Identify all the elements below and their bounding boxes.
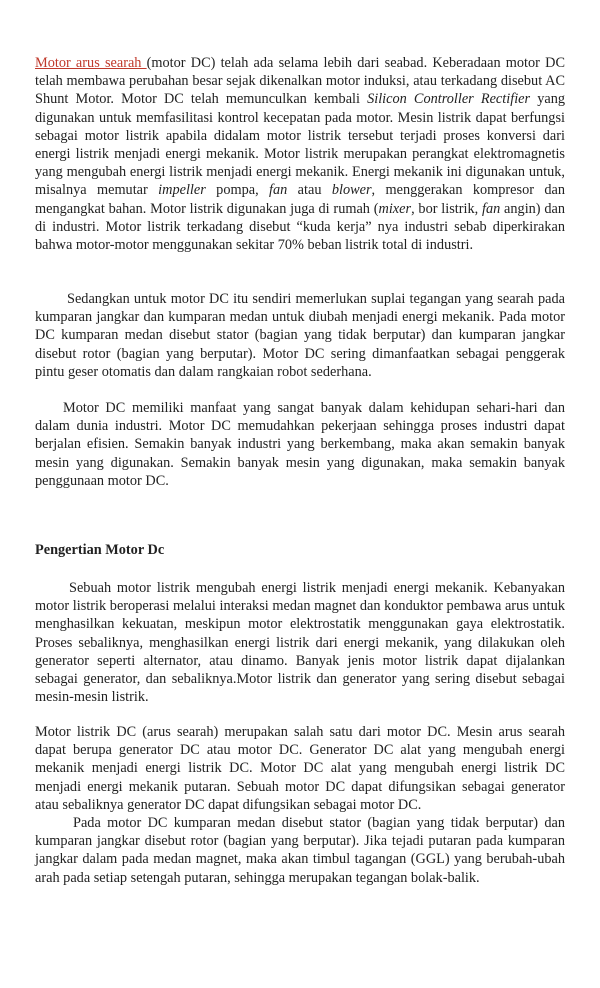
italic-term: fan <box>269 182 288 199</box>
italic-term: mixer <box>378 200 412 217</box>
intro-paragraph-2: Sedangkan untuk motor DC itu sendiri memerlukan suplai tegangan yang searah pada kumparan jangkar dan kumparan medan untuk diubah menjadi energi mekanik. Pada motor DC kumparan medan disebut stator (bagian yang tidak berputar) dan kumparan jangkar disebut rotor (bagian yang berputar). Motor DC sering dimanfaatkan sebagai penggerak pintu geser otomatis dan dalam rangkaian robot sederhana. <box>35 291 565 380</box>
motor-arus-searah-link[interactable]: Motor arus searah <box>35 55 147 71</box>
section-heading: Pengertian Motor Dc <box>35 542 165 558</box>
intro-paragraph-1 <box>35 54 565 254</box>
section-paragraph-3: Pada motor DC kumparan medan disebut stator (bagian yang tidak berputar) dan kumparan jangkar disebut rotor (bagian yang berputar). Jika tejadi putaran pada kumparan jangkar dalam pada medan magnet, maka akan timbul tagangan (GGL) yang berubah-ubah arah pada setiap setengah putaran, sehingga merupakan tegangan bolak-balik. <box>35 815 565 886</box>
italic-term: Silicon Controller Rectifier <box>367 91 531 108</box>
intro-paragraph-3: Motor DC memiliki manfaat yang sangat banyak dalam kehidupan sehari-hari dan dalam dunia industri. Motor DC memudahkan pekerjaan sehingga proses industri dapat berjalan efisien. Semakin banyak industri yang berkembang, maka akan semakin banyak mesin yang digunakan. Semakin banyak mesin yang digunakan, maka semakin banyak penggunaan motor DC. <box>35 400 565 489</box>
text-run: yang digunakan untuk memfasilitasi kontrol kecepatan pada motor. Mesin listrik dapat berfungsi sebagai motor listrik apabila didalam motor listrik tersebut terjadi proses konversi dari energi listrik menjadi energi mekanik. Motor listrik merupakan perangkat elektromagnetis yang mengubah energi listrik menjadi energi mekanik. Energi mekanik ini digunakan untuk, misalnya memutar <box>35 91 565 199</box>
text-run: angin) dan di industri. Motor listrik terkadang disebut “kuda kerja” nya industri sebab diperkirakan bahwa motor-motor menggunakan sekitar 70% beban listrik total di industri. <box>35 200 565 254</box>
section-paragraph-1: Sebuah motor listrik mengubah energi listrik menjadi energi mekanik. Kebanyakan motor listrik beroperasi melalui interaksi medan magnet dan konduktor pembawa arus untuk menghasilkan kekuatan, meskipun motor elektrostatik menggunakan gaya elektrostatik. Proses sebaliknya, menghasilkan energi listrik dari energi mekanik, yang dilakukan oleh generator seperti alternator, atau dinamo. Banyak jenis motor listrik dapat dijalankan sebagai generator, dan sebaliknya.Motor listrik dan generator yang sering disebut sebagai mesin-mesin listrik. <box>35 580 565 706</box>
text-run: , bor listrik, <box>411 200 482 217</box>
italic-term: blower <box>331 182 372 199</box>
italic-term: fan <box>481 200 501 217</box>
section-paragraph-2: Motor listrik DC (arus searah) merupakan salah satu dari motor DC. Mesin arus searah dapat berupa generator DC atau motor DC. Generator DC alat yang mengubah energi mekanik menjadi energi listrik DC. Motor DC alat yang mengubah energi listrik DC menjadi energi mekanik putaran. Sebuah motor DC dapat difungsikan sebagai generator atau sebaliknya generator DC dapat difungsikan sebagai motor DC. <box>35 724 565 813</box>
text-run: pompa, <box>205 182 270 199</box>
italic-term: impeller <box>158 182 206 199</box>
text-run: (motor DC) telah ada selama lebih dari seabad. Keberadaan motor DC telah membawa perubahan besar sejak dikenalkan motor induksi, atau terkadang disebut AC Shunt Motor. Motor DC telah memunculkan kembali <box>35 55 565 108</box>
text-run: atau <box>287 182 332 199</box>
text-run: , menggerakan kompresor dan mengangkat bahan. Motor listrik digunakan juga di rumah ( <box>35 182 565 217</box>
